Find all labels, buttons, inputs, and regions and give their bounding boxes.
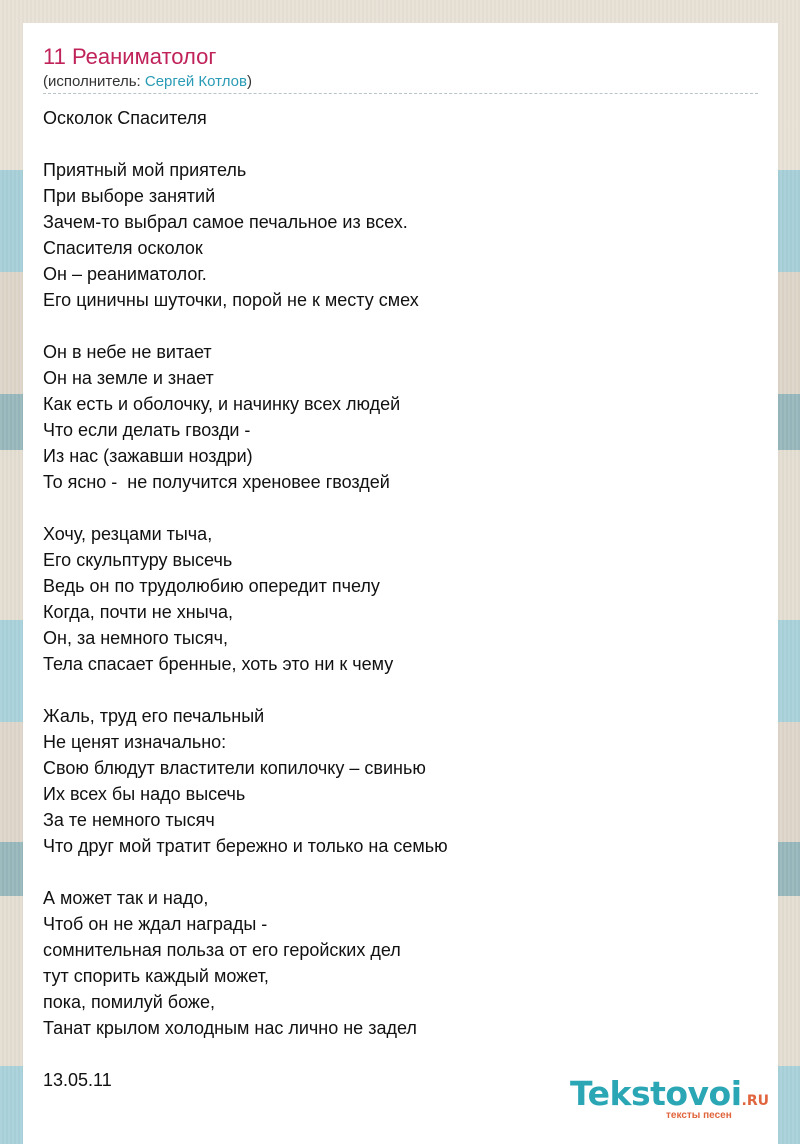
lyric-line: Он в небе не витает bbox=[43, 342, 212, 362]
lyric-line: При выборе занятий bbox=[43, 186, 216, 206]
lyric-line: Когда, почти не хныча, bbox=[43, 602, 234, 622]
lyric-line: Как есть и оболочку, и начинку всех людей bbox=[43, 394, 401, 414]
lyric-line: Что друг мой тратит бережно и только на семью bbox=[43, 836, 448, 856]
lyrics-text bbox=[43, 105, 758, 1093]
lyric-line: Их всех бы надо высечь bbox=[43, 784, 246, 804]
lyric-line: Он – реаниматолог. bbox=[43, 264, 207, 284]
lyric-line bbox=[43, 131, 758, 157]
lyric-line: Он на земле и знает bbox=[43, 368, 214, 388]
lyric-line bbox=[43, 495, 758, 521]
lyric-line: Осколок Спасителя bbox=[43, 108, 207, 128]
song-title: 11 Реаниматолог bbox=[43, 44, 217, 69]
logo-tagline: тексты песен bbox=[666, 1110, 732, 1121]
lyric-line: За те немного тысяч bbox=[43, 810, 215, 830]
lyric-line: Танат крылом холодным нас лично не задел bbox=[43, 1018, 417, 1038]
performer-suffix: ) bbox=[246, 73, 252, 90]
lyric-line: Ведь он по трудолюбию опередит пчелу bbox=[43, 576, 380, 596]
lyric-line: тут спорить каждый может, bbox=[43, 966, 269, 986]
lyric-line: сомнительная польза от его геройских дел bbox=[43, 940, 401, 960]
lyric-line: Чтоб он не ждал награды - bbox=[43, 914, 268, 934]
lyric-line bbox=[43, 313, 758, 339]
lyric-line: Зачем-то выбрал самое печальное из всех. bbox=[43, 212, 408, 232]
lyric-line: Тела спасает бренные, хоть это ни к чему bbox=[43, 654, 394, 674]
lyric-line: Свою блюдут властители копилочку – свинью bbox=[43, 758, 426, 778]
lyric-line bbox=[43, 1041, 758, 1067]
site-logo[interactable] bbox=[570, 1074, 770, 1121]
performer-line bbox=[43, 73, 252, 91]
logo-tld: .RU bbox=[741, 1093, 770, 1109]
lyric-line: Приятный мой приятель bbox=[43, 160, 247, 180]
logo-name: Tekstovoi bbox=[570, 1074, 742, 1113]
lyric-line: 13.05.11 bbox=[43, 1070, 112, 1090]
lyric-line: Он, за немного тысяч, bbox=[43, 628, 228, 648]
lyric-line: Его скульптуру высечь bbox=[43, 550, 233, 570]
lyric-line: Не ценят изначально: bbox=[43, 732, 227, 752]
performer-link[interactable]: Сергей Котлов bbox=[144, 73, 247, 90]
lyric-line bbox=[43, 677, 758, 703]
lyric-line: Его циничны шуточки, порой не к месту смех bbox=[43, 290, 419, 310]
performer-prefix: (исполнитель: bbox=[43, 73, 145, 90]
lyric-line: Что если делать гвозди - bbox=[43, 420, 251, 440]
lyric-line: Спасителя осколок bbox=[43, 238, 203, 258]
lyrics-sheet bbox=[23, 23, 778, 1144]
lyric-line: Из нас (зажавши ноздри) bbox=[43, 446, 253, 466]
title-divider bbox=[43, 93, 758, 94]
lyric-line: пока, помилуй боже, bbox=[43, 992, 215, 1012]
lyric-line: Хочу, резцами тыча, bbox=[43, 524, 213, 544]
lyric-line: А может так и надо, bbox=[43, 888, 209, 908]
lyric-line bbox=[43, 859, 758, 885]
lyric-line: То ясно - не получится хреновее гвоздей bbox=[43, 472, 390, 492]
lyric-line: Жаль, труд его печальный bbox=[43, 706, 265, 726]
